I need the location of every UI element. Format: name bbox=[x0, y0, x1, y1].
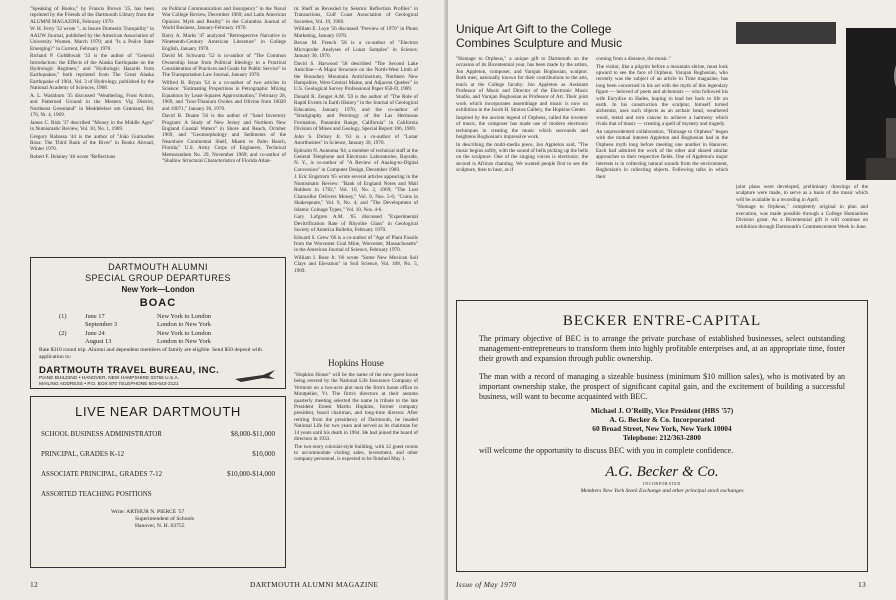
trip-list bbox=[39, 313, 277, 345]
becker-ad bbox=[456, 300, 868, 572]
ad-subtitle: SPECIAL GROUP DEPARTURES bbox=[85, 273, 231, 283]
job-row bbox=[41, 429, 275, 439]
paragraph: A. L. Washburn '35 discussed "Weathering, Frost Action, and Patterned Ground in the Mesters Vig District, Northeast Greenland" in Meddelelser om Grønland, Bd. 176, Nr. 4, 1969. bbox=[30, 92, 154, 119]
paragraph: John S. Dickey Jr. '63 is a co-author of "Lunar Anorthosites" in Science, January 30, 1970. bbox=[294, 133, 418, 147]
paragraph: Gregory Rabassa '44 is the author of "João Guimarães Rosa: The Third Bank of the River" in Books Abroad, Winter 1970. bbox=[30, 133, 154, 153]
ad-title: DARTMOUTH ALUMNI bbox=[108, 262, 208, 272]
job-list bbox=[41, 429, 275, 499]
issue-date: Issue of May 1970 bbox=[456, 580, 517, 589]
paragraph: James C. Rizk '37 described "Money in the Middle Ages" in Numismatic Review, Vol. 10, No. 1, 1969. bbox=[30, 119, 154, 133]
paragraph: An unprecedented collaboration, "Homage to Orpheus" began with the mutual interest Appleton and Boghosian had in the Orpheus myth long before meeting one another in Hanover. Each had admired the work of the other and shared similar approaches to their respective fields. One of Appleton's major interests is in collecting natural sounds from the environment, Boghosian's in collecting objects. Following talks in which their bbox=[596, 128, 728, 180]
paragraph: Donald R. Zenger A.M. '59 is the author of "The Role of Rapid Events in Earth History" in the Journal of Geological Education, January 1970, and the co-author of "Stratigraphy and Petrology of the Las Hermosas Formation, Panamint Range, California" in California Division of Mines and Geology, Special Report 106, 1969. bbox=[294, 94, 418, 133]
contact-block bbox=[111, 509, 275, 530]
paragraph: Barry A. Marks '47 analyzed "Retrospective Narrative in Nineteenth-Century American Literature" in College English, January 1970. bbox=[162, 32, 286, 52]
paragraph: "Homage to Orpheus," a unique gift to Dartmouth on the occasion of its Bicentennial year, has been made by the artists, Jon Appleton, composer, and Varujan Boghosian, sculptor. Both men, nationally known for their contributions to the arts, teach at the College faculty: Jon Appleton as Assistant Professor of Music and Director of the Electronic Music Studio, and Varujan Boghosian as Professor of Art. Their joint work which incorporates assemblage and music is now on exhibition in the Jacob H. Strauss Gallery, the Hopkins Center. bbox=[456, 56, 588, 114]
paragraph: Bevan M. French '58 is a co-author of "Electron Microprobe Analyses of Lunar Samples" in Science, January 30, 1970. bbox=[294, 40, 418, 60]
hopkins-text bbox=[294, 372, 418, 577]
trip-dates: June 24 August 13 bbox=[85, 330, 112, 345]
right-page bbox=[448, 0, 896, 600]
becker-logo: A.G. Becker & Co. bbox=[605, 464, 719, 480]
ad-title: BECKER ENTRE-CAPITAL bbox=[562, 313, 762, 329]
page-number-left: 12 bbox=[30, 580, 39, 589]
paragraph: Robert F. Delaney '46 wrote "Reflections bbox=[30, 154, 116, 161]
paragraph: joint plans were developed, preliminary drawings of the sculpture were made, to serve as a basis of the music which will be available in a recording in April. bbox=[736, 184, 868, 203]
members-line: Members New York Stock Exchange and other principal stock exchanges bbox=[580, 488, 744, 494]
paragraph: W. H. Ferry '32 wrote "...to Insure Domestic Tranquility" in AAUW Journal, published by the American Association of University Women, March 1970; and "Is a Police State Emerging?" in Current, February 1970. bbox=[30, 26, 154, 52]
paragraph: Wilfred B. Bryan '54 is a co-author of two articles in Science: "Estimating Proportions in Petrographic Mixing Equations by Least-Squares Approximation," February 28, 1969, and "Iron-Titanium Oxides and Olivine from 10020 and 10071," January 30, 1970. bbox=[162, 80, 286, 112]
paragraph: The visitor, like a pilgrim before a mountain shrine, must look upward to see the face of Orpheus. Varujan Boghosian, who recently was the subject of an article in Time magazine, has long been concerned in his art with the myth of this legendary figure — beloved of poets and alchemists — who followed his wife Eurydice to Hades, hoping to lead her back to life on earth. In his construction the sculptor, himself turned alchemist, uses such objects as an archaic head, weathered wood, metal and torn canvas to achieve a harmony which rivals that of music — creating a spell of mystery and tragedy. bbox=[596, 63, 728, 128]
paragraph: Edward S. Grew '66 is a co-author of "Age of Plant Fossils from the Worcester Coal Mine, Worcester, Massachusetts" in the American Journal of Science, February 1970. bbox=[294, 234, 418, 254]
article-column-2 bbox=[596, 56, 728, 261]
contact-firm: A. G. Becker & Co. Incorporated bbox=[609, 415, 715, 424]
left-page bbox=[0, 0, 446, 600]
bureau-address: PIANE BUILDING • HANOVER, NEW HAMPSHIRE 03755 U.S.A. bbox=[39, 375, 180, 381]
logo-sub: INCORPORATED bbox=[643, 481, 681, 486]
bureau-name: DARTMOUTH TRAVEL BUREAU, INC. bbox=[39, 364, 220, 376]
paragraph: tic Shelf as Revealed by Seismic Reflection Profiles" in Transactions, Gulf Coast Association of Geological Societies, Vol. 19, 1969. bbox=[294, 6, 418, 25]
ad-candidate: The man with a record of managing a sizeable business (minimum $10 million sales), who is motivated by an important ownership stake, the prospect of significant capital gain, and the excitement of building a successful business, will want to become acquainted with BEC. bbox=[479, 372, 845, 401]
text-column-1 bbox=[30, 6, 154, 254]
job-title: PRINCIPAL, GRADES K-12 bbox=[41, 450, 125, 458]
article-title: Unique Art Gift to the College bbox=[456, 22, 612, 36]
trip-number: (1) bbox=[59, 313, 67, 320]
trip-row bbox=[59, 313, 277, 328]
paragraph: "Homage to Orpheus," completely original in plan and execution, was made possible through a College Humanities Division grant. As a Bicentennial gift it will continue on exhibition through Dartmouth's Commencement Week in June. bbox=[736, 204, 868, 230]
text-column-2 bbox=[162, 6, 286, 254]
article-header bbox=[456, 22, 736, 50]
paragraph: "Speaking of Books," by Francis Brown '25, has been reprinted by the Friends of the Dartmouth Library from the ALUMNI MAGAZINE, February 1970. bbox=[30, 6, 154, 25]
paragraph: David B. Duane '56 is the author of "Sand Inventory Program: A Study of New Jersey and Northern New England Coastal Waters" in Shore and Beach, October 1969, and "Geomorphology and Sediments of the Nearshore Continental Shelf, Miami to Palm Beach, Florida," U.S. Army Corps of Engineers, Technical Memorandum No. 29, November 1969; and co-author of "Shallow Structural Characteristics of Florida Atlan- bbox=[162, 113, 286, 165]
contact-name: Michael J. O'Reilly, Vice President (HBS '57) bbox=[590, 406, 734, 415]
paragraph: In describing the multi-media piece, Jon Appleton said, "The music begins softly, with the sound of bells picking up the bells on the sculpture. One of the singing voices is electronic; the second is African chanting. We wanted people first to see the sculpture, then to hear, as if bbox=[456, 141, 588, 174]
paragraph: David S. Harwood '58 described "The Second Lake Anticline—A Major Structure on the North-West Limb of the Boundary Mountain Anticlinorium, Northern New Hampshire, West-Central Maine, and Adjacent Quebec" in U.S. Geological Survey Professional Paper 650-D, 1969. bbox=[294, 60, 418, 93]
ad-objective: The primary objective of BEC is to arrange the private purchase of established businesses, select outstanding management-entrepreneurs to transform them into highly profitable enterprises and, at an appropriate time, foster their growth and expansion through public ownership. bbox=[479, 334, 845, 363]
rate-text: Rate $310 round trip. Alumni and dependent members of family are eligible. Send $50 deposit with application to: bbox=[39, 347, 262, 361]
paragraph: David M. Schwartz '52 is co-author of "The Common Ownership Issue from Political Ideology to a Practical Consideration of Practices and Goals for Public Service" in The Transportation Law Journal, January 1970. bbox=[162, 53, 286, 79]
magazine-name: DARTMOUTH ALUMNI MAGAZINE bbox=[250, 580, 379, 589]
hopkins-title: Hopkins House bbox=[328, 358, 384, 368]
paragraph: on Political Communication and Insurgency" in the Naval War College Review, December 1969; and Latin American Opinion: Myth and Reality" in the Columbia Journal of World Business, January-February 1970. bbox=[162, 6, 286, 32]
live-near-ad bbox=[30, 396, 286, 568]
contact-phone: Telephone: 212/363-2800 bbox=[623, 433, 701, 442]
paragraph: J. Eric Engstrom '65 wrote several articles appearing in the Numismatic Review: "Bank of England Notes and Mail Robbers in 1782," Vol. 10, No. 2, 1969; "The Lost Chancellor Delivers Money," Vol. 9, Nos. 5-6; "Coins in Shakespeare," Vol. 9, No. 4; and "The Development of Islamic Coinage Types," Vol. 10, Nos. 4-6. bbox=[294, 174, 418, 213]
bureau-mailing: MAILING ADDRESS • P.O. BOX 870 TELEPHONE 603-643-2121 bbox=[39, 381, 179, 387]
paragraph: Gary Lofgren A.M. '65 discussed "Experimental Devitrification Rate of Rhyolite Glass" in Geological Society of America Bulletin, February 1970. bbox=[294, 214, 418, 233]
text-column-3 bbox=[294, 6, 418, 358]
contact-town: Hanover, N. H. 03755 bbox=[135, 523, 185, 529]
paragraph: The two-story colonial-style building, with 12 guest rooms to accommodate visiting sales, investment, and other company personnel, is expected to be finished May 1. bbox=[294, 443, 418, 463]
contact-address: 60 Broad Street, New York, New York 10004 bbox=[592, 424, 732, 433]
contact-block bbox=[479, 406, 845, 442]
article-column-1 bbox=[456, 56, 588, 261]
sculpture-photo bbox=[846, 28, 896, 180]
paragraph: William I. Rose Jr. '66 wrote "Some New Mexican Soil Clays and Elevation" in Soil Science, Vol. 108, No. 5, 1969. bbox=[294, 254, 418, 274]
trip-legs: New York to London London to New York bbox=[157, 313, 211, 328]
bureau-block bbox=[39, 365, 277, 388]
paragraph: William E. Loye '56 discussed "Preview of 1970" in Photo Marketing, January 1970. bbox=[294, 26, 418, 39]
boac-logo: BOAC bbox=[139, 297, 177, 309]
job-row bbox=[41, 449, 275, 459]
paragraph: Richard P. Goldthwait '33 is the author of "General Introduction: the Effects of the Alaska Earthquake on the Hydrologic Regimen," and "Hydrologic Hazards from Earthquakes," both reprinted from The Great Alaska Earthquake of 1964, Vol. 3 of Hydrology, published by the National Academy of Sciences, 1968. bbox=[30, 53, 154, 92]
article-title: Combines Sculpture and Music bbox=[456, 36, 623, 50]
job-row bbox=[41, 469, 275, 479]
airplane-icon bbox=[233, 367, 277, 385]
paragraph: "Hopkins House" will be the name of the new guest house being erected by the National Life Insurance Company of Vermont on a two-acre plot near the firm's home office in Montpelier, Vt. The firm's directors at their autumn quarterly meeting selected the name in tribute to the late President Ernest Martin Hopkins, former company president, board chairman, and long-time director. After retiring from the presidency of Dartmouth, he headed National Life for two years and served as its chairman for 14 years until his death in 1964. He had joined the board of directors in 1933. bbox=[294, 372, 418, 443]
paragraph: Ephraim N. Anienma '64, a member of technical staff at the General Telephone and Electronic Laboratories, Bayside, N. Y., is co-author of "A Review of Analog-to-Digital Conversion" in Computer Design, December 1969. bbox=[294, 147, 418, 173]
job-salary: $10,000-$14,000 bbox=[227, 470, 275, 478]
contact-role: Superintendent of Schools bbox=[135, 516, 195, 522]
article-column-3 bbox=[736, 184, 868, 264]
trip-number: (2) bbox=[59, 330, 67, 338]
trip-legs: New York to London London to New York bbox=[157, 330, 211, 345]
route: New York—London bbox=[121, 285, 195, 294]
job-row bbox=[41, 489, 275, 499]
ad-closing: will welcome the opportunity to discuss BEC with you in complete confidence. bbox=[479, 446, 734, 455]
paragraph: coming from a distance, the music." bbox=[596, 56, 671, 62]
page-number-right: 13 bbox=[858, 580, 867, 589]
job-title: ASSORTED TEACHING POSITIONS bbox=[41, 490, 152, 498]
paragraph: Inspired by the ancient legend of Orpheus, called the inventor of music, the composer has made use of modern electronic techniques in creating the music which surrounds and heightens Boghosian's impressive work. bbox=[456, 114, 588, 141]
job-title: SCHOOL BUSINESS ADMINISTRATOR bbox=[41, 430, 162, 438]
job-salary: $10,000 bbox=[252, 450, 275, 458]
header-band bbox=[736, 22, 836, 44]
trip-row bbox=[59, 330, 277, 345]
ad-title: LIVE NEAR DARTMOUTH bbox=[75, 404, 241, 419]
trip-dates: June 17 September 3 bbox=[85, 313, 118, 328]
job-salary: $8,000-$11,000 bbox=[230, 430, 275, 438]
job-title: ASSOCIATE PRINCIPAL, GRADES 7-12 bbox=[41, 470, 163, 478]
orpheus-sculpture-image bbox=[846, 28, 896, 180]
boac-ad bbox=[30, 257, 286, 389]
contact-name: Write: ARTHUR N. PIERCE '57 bbox=[111, 509, 185, 515]
